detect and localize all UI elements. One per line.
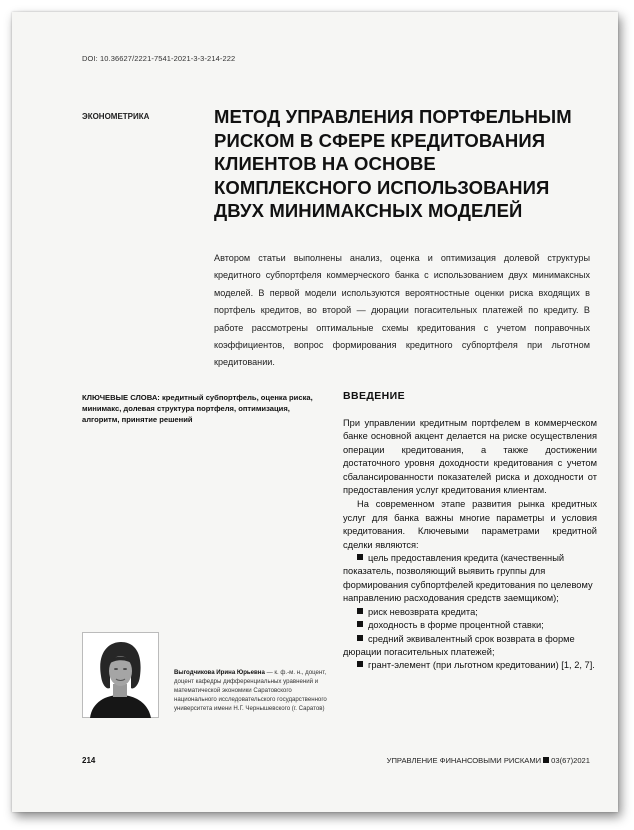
list-item-text: доходность в форме процентной ставки; [368,620,544,631]
intro-paragraph: На современном этапе развития рынка кредитных услуг для банка важны многие параметры и условия кредитования. Ключевыми параметрами кредитной сделки являются: [343,499,597,550]
section-label: ЭКОНОМЕТРИКА [82,112,150,121]
square-bullet-icon [357,621,363,627]
parameter-list [343,552,597,673]
intro-body [343,417,597,673]
journal-issue: 03(67)2021 [551,756,590,765]
square-separator-icon [543,757,549,763]
square-bullet-icon [357,608,363,614]
square-bullet-icon [357,661,363,667]
list-item [343,606,597,619]
list-item [343,552,597,606]
keywords-label: КЛЮЧЕВЫЕ СЛОВА: [82,393,160,402]
keywords-text: кредитный субпортфель, оценка риска, минимакс, долевая структура портфеля, оптимизация, алгоритм, принятие решений [82,393,313,424]
author-details: — к. ф.-м. н., доцент, доцент кафедры дифференциальных уравнений и математической экономики Саратовского национального исследовательского государственного университета имени Н.Г. Чернышевского (г. Саратов) [174,669,327,712]
abstract: Автором статьи выполнены анализ, оценка и оптимизация долевой структуры кредитного субпортфеля коммерческого банка с использованием двух минимаксных моделей. В первой модели используются вероятностные оценки риска входящих в портфель кредитов, во второй — дюрации погасительных платежей по кредиту. В работе рассмотрены оптимальные схемы кредитования с учетом поправочных коэффициентов, вопрос формирования кредитного субпортфеля при льготном кредитовании. [214,253,590,368]
list-item [343,619,597,632]
list-item [343,633,597,660]
intro-heading: ВВЕДЕНИЕ [343,390,405,402]
doi: DOI: 10.36627/2221-7541-2021-3-3-214-222 [82,54,236,63]
list-item-text: средний эквивалентный срок возврата в форме дюрации погасительных платежей; [343,633,575,657]
author-photo [82,632,159,718]
square-bullet-icon [357,635,363,641]
square-bullet-icon [357,554,363,560]
author-name: Выгодчикова Ирина Юрьевна [174,669,265,676]
intro-paragraph: При управлении кредитным портфелем в коммерческом банке основной акцент делается на риске осуществления операции кредитования, а также достижении достаточного уровня доходности кредитования с учетом сбалансированности показателей риска и доходности от предоставления услуг кредитования клиентам. [343,418,597,496]
list-item-text: цель предоставления кредита (качественный показатель, позволяющий выявить группы для формирования субпортфелей кредитования по целевому направлению расходования средств заемщиком); [343,553,593,604]
journal-page [12,12,618,812]
journal-footer [387,756,590,765]
journal-name: УПРАВЛЕНИЕ ФИНАНСОВЫМИ РИСКАМИ [386,756,542,765]
list-item-text: риск невозврата кредита; [368,606,478,617]
article-title: МЕТОД УПРАВЛЕНИЯ ПОРТФЕЛЬНЫМ РИСКОМ В СФЕРЕ КРЕДИТОВАНИЯ КЛИЕНТОВ НА ОСНОВЕ КОМПЛЕКСНОГО ИСПОЛЬЗОВАНИЯ ДВУХ МИНИМАКСНЫХ МОДЕЛЕЙ [214,106,572,221]
author-info [174,668,334,713]
page-number: 214 [82,756,96,765]
list-item-text: грант-элемент (при льготном кредитовании) [1, 2, 7]. [368,660,595,671]
keywords [82,392,322,425]
list-item [343,659,597,672]
